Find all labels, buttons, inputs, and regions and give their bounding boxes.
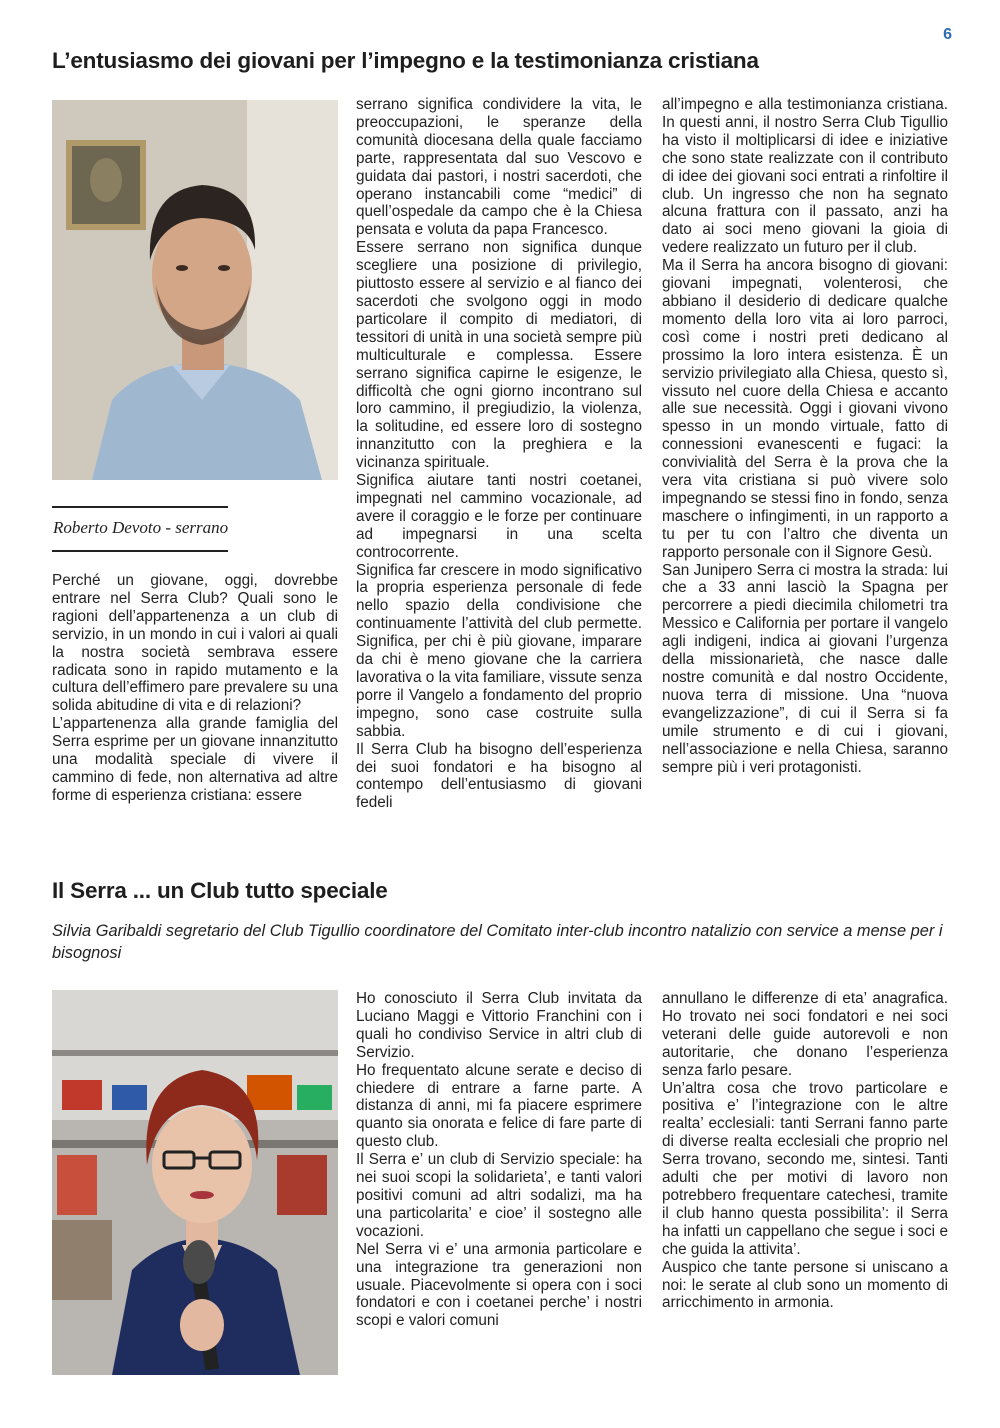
article-1-column-3 [662,96,948,776]
portrait-photo-roberto [52,100,338,480]
paragraph: Il Serra Club ha bisogno dell’esperienza dei suoi fondatori e ha bisogno al contempo dell’entusiasmo di giovani fedeli [356,740,642,812]
photo-caption: Roberto Devoto - serrano [53,518,229,537]
paragraph: Ma il Serra ha ancora bisogno di giovani: giovani impegnati, volenterosi, che abbiano il desiderio di dedicare qualche momento della loro vita ai loro parroci, così come i nostri preti dedicano al prossimo la loro intera esistenza. È un servizio privilegiato alla Chiesa, questo sì, vissuto nel cuore della Chiesa e accanto alle sue necessità. Oggi i giovani vivono spesso in un mondo virtuale, fatto di connessioni evanescenti e fugaci: la convivialità del Serra è la prova che la vera vita cristiana si può vivere solo impegnando se stessi fino in fondo, senza maschere o infingimenti, in un rapporto a tu per tu con l’altro che diventa un rapporto personale con il Signore Gesù. [662,257,948,561]
article-2-column-3 [662,990,948,1312]
paragraph: L’appartenenza alla grande famiglia del Serra esprime per un giovane innanzitutto una modalità speciale di vivere il cammino di fede, non alternativa ad altre forme di esperienza cristiana: essere [52,715,338,804]
article-2-subtitle: Silvia Garibaldi segretario del Club Tigullio coordinatore del Comitato inter-club incontro natalizio con service a mense per i bisognosi [52,922,943,962]
paragraph: San Junipero Serra ci mostra la strada: lui che a 33 anni lasciò la Spagna per percorrere a piedi diecimila chilometri tra Messico e California per portare il vangelo agli indigeni, indica ai giovani l’urgenza della missionarietà, che nasce dalle nostre comunità e dal nostro Occidente, nuova terra di missione. Una “nuova evangelizzazione”, di cui il Serra si fa umile strumento e di cui i giovani, nell’associazione e nella Chiesa, saranno sempre più i veri protagonisti. [662,561,948,776]
speaker-photo-silvia [52,990,338,1375]
paragraph: Significa far crescere in modo significativo la propria esperienza personale di fede nello spazio della condivisione che continuamente l’attività del club permette. Significa, per chi è più giovane, imparare da chi è meno giovane che la carriera lavorativa o la vita familiare, vissute senza porre il Vangelo a fondamento del proprio impegno, sono case costruite sulla sabbia. [356,561,642,740]
article-1-title: L’entusiasmo dei giovani per l’impegno e la testimonianza cristiana [52,48,759,73]
caption-rule-top [52,506,228,508]
article-1-column-2 [356,96,642,812]
paragraph: Un’altra cosa che trovo particolare e positiva e’ l’integrazione con le altre realta’ ecclesiali: tanti Serrani fanno parte di diverse realta ecclesiali che proprio nel Serra trovano, secondo me, sintesi. Tanti adulti che per motivi di lavoro non potrebbero frequentare catechesi, tramite il club hanno questa possibilita’: il Serra ha infatti un cappellano che segue i soci e che guida la attivita’. [662,1079,948,1258]
paragraph: Nel Serra vi e’ una armonia particolare e una integrazione tra generazioni non usuale. Piacevolmente si opera con i soci fondatori e con i coetanei perche’ i nostri scopi e valori comuni [356,1240,642,1330]
article-2-column-2 [356,990,642,1330]
paragraph: Significa aiutare tanti nostri coetanei, impegnati nel cammino vocazionale, ad avere il coraggio e le forze per continuare ad impegnarsi in una scelta controcorrente. [356,472,642,561]
article-1-column-1 [52,572,338,805]
page-number: 6 [943,26,952,43]
paragraph: Essere serrano non significa dunque scegliere una posizione di privilegio, piuttosto essere al servizio e al fianco dei sacerdoti che svolgono oggi in modo particolare il compito di mediatori, di tessitori di unità in una società sempre più multiculturale e complessa. Essere serrano significa capirne le esigenze, le difficoltà che ogni giorno incontrano sul loro cammino, il pregiudizio, la violenza, la solitudine, ed essere loro di sostegno innanzitutto con la preghiera e la vicinanza spirituale. [356,239,642,472]
paragraph: all’impegno e alla testimonianza cristiana. In questi anni, il nostro Serra Club Tigullio ha visto il moltiplicarsi di idee e iniziative che sono state realizzate con il contributo di idee dei giovani soci entrati a rinfoltire il club. Un ingresso che non ha segnato alcuna frattura con il passato, anzi ha dato ai soci meno giovani la gioia di vedere realizzato un futuro per il club. [662,96,948,257]
caption-rule-bottom [52,550,228,552]
paragraph: annullano le differenze di eta’ anagrafica. Ho trovato nei soci fondatori e nei soci veterani delle guide autorevoli e non autoritarie, che donano l’esperienza senza farlo pesare. [662,990,948,1079]
paragraph: Ho conosciuto il Serra Club invitata da Luciano Maggi e Vittorio Franchini con i quali ho condiviso Service in altri club di Servizio. [356,990,642,1061]
article-2-title: Il Serra ... un Club tutto speciale [52,878,388,903]
paragraph: Auspico che tante persone si uniscano a noi: le serate al club sono un momento di arricchimento in armonia. [662,1258,948,1312]
paragraph: Ho frequentato alcune serate e deciso di chiedere di entrare a farne parte. A distanza di anni, mi fa piacere esprimere quanto sia onorata e felice di fare parte di questo club. [356,1061,642,1151]
paragraph: serrano significa condividere la vita, le preoccupazioni, le speranze della comunità diocesana della quale facciamo parte, rappresentata dal suo Vescovo e guidata dai pastori, i nostri sacerdoti, che operano instancabili come “medici” di quell’ospedale da campo che è la Chiesa pensata e voluta da papa Francesco. [356,96,642,239]
paragraph: Il Serra e’ un club di Servizio speciale: ha nei suoi scopi la solidarieta’, e tanti valori positivi comuni ad altri sodalizi, ma ha una particolarita’ e cioe’ il sostegno alle vocazioni. [356,1151,642,1240]
paragraph: Perché un giovane, oggi, dovrebbe entrare nel Serra Club? Quali sono le ragioni dell’appartenenza a un club di servizio, in un mondo in cui i valori ai quali la nostra società sembrava essere radicata sono in rapido mutamento e la cultura dell’effimero pare prevalere su una solida abitudine di vita e di relazioni? [52,572,338,715]
